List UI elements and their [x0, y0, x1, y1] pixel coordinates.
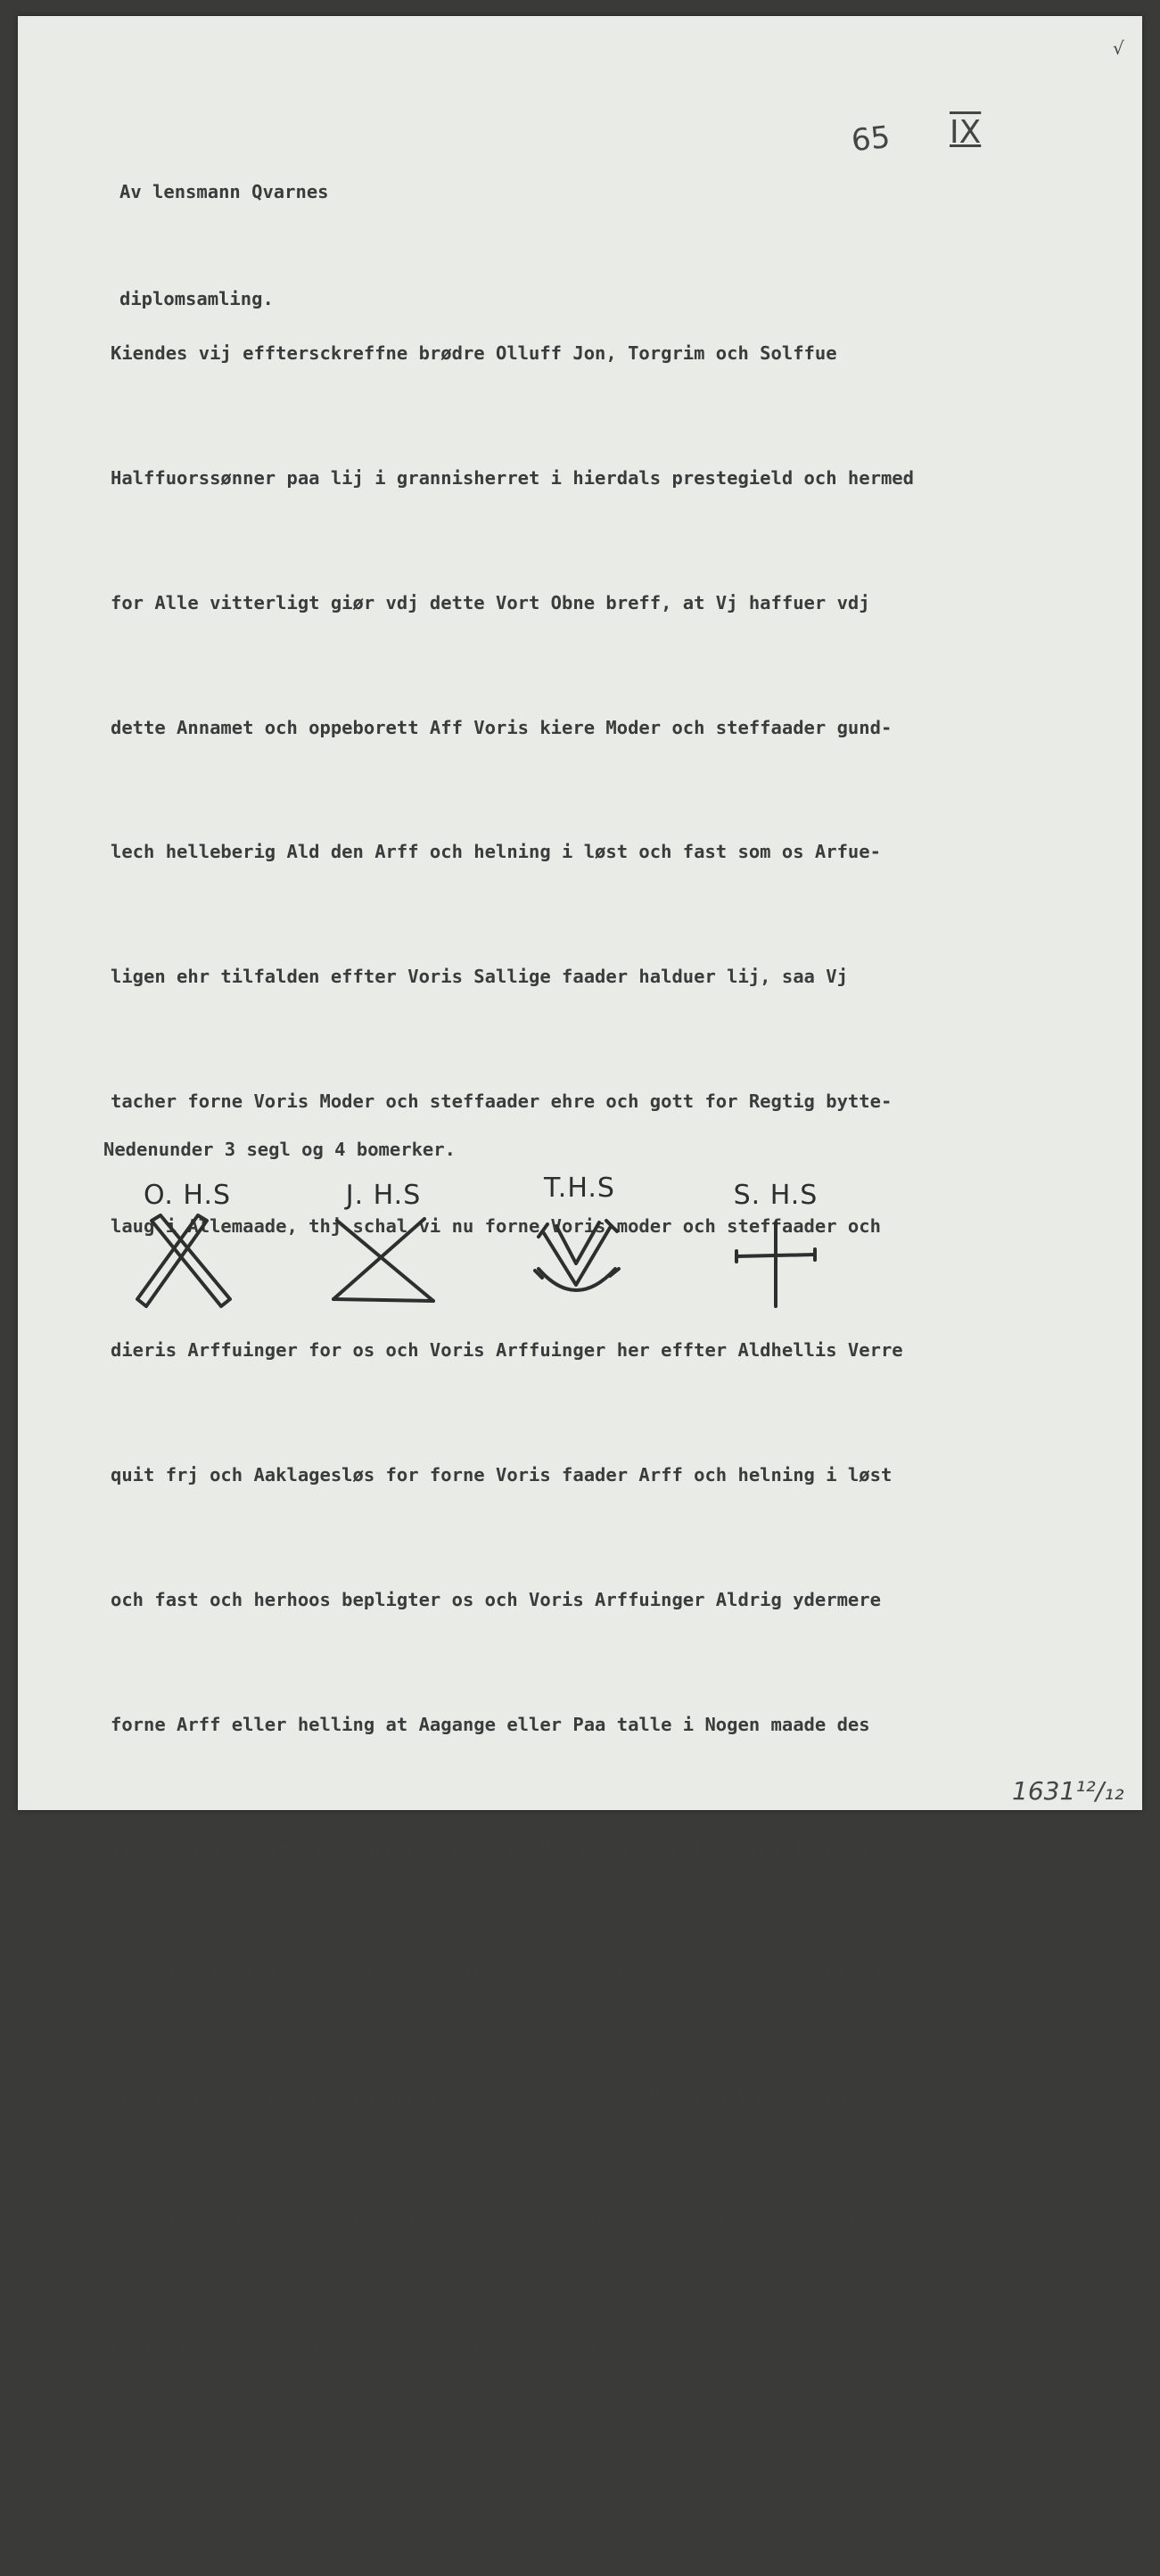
house-mark-ths [517, 1173, 642, 1312]
body-line: Voris forligelse, Actum Nes Steffnestue denn 12 desember Anno 1631. [111, 2461, 848, 2483]
reference-roman-numeral: IX [950, 114, 982, 151]
body-line: tacher forne Voris Moder och steffaader ehre och gott for Regtig bytte- [111, 1090, 893, 1112]
body-line: schreffuet staar das haffr Vj alle Voris Sedvanlige bomerker her neden [111, 1963, 881, 1985]
chevron-arcs-mark-icon [517, 1206, 642, 1312]
house-mark-label: S. H.S [733, 1180, 819, 1211]
body-line: lech helleberig Ald den Arff och helning i løst och fast som os Arfue- [111, 841, 881, 863]
triangle-cross-mark-icon [321, 1214, 446, 1312]
heading-line: Av lensmann Qvarnes [119, 181, 329, 202]
body-line: Halffuorssønner paa lij i grannisherret i hierdals prestegield och hermed [111, 466, 914, 489]
body-line: vnder ladet Antegne, och venligen ombedet Bertel Madtzen Voris landt- [111, 2087, 870, 2110]
body-line: for Alle vitterligt giør vdj dette Vort Obne breff, at Vj haffuer vdj [111, 591, 870, 613]
document-body [111, 250, 914, 2576]
seals-note: Nedenunder 3 segl og 4 bomerker. [103, 1139, 456, 1160]
body-line: dette Annamet och oppeborett Aff Voris kiere Moder och steffaader gund- [111, 716, 893, 738]
document-page [18, 16, 1142, 2483]
body-line: dieris Arffuinger for os och Voris Arffuinger her effter Aldhellis Verre [111, 1339, 903, 1362]
house-mark-label: T.H.S [544, 1173, 615, 1204]
body-line: quit frj och Aaklagesløs for forne Voris faader Arff och helning i løst [111, 1464, 893, 1486]
house-mark-label: J. H.S [345, 1180, 422, 1211]
house-mark-shs [713, 1180, 838, 1312]
heading-line: diplomsamling. [119, 288, 274, 309]
house-mark-ohs [125, 1180, 250, 1312]
body-line: ligen ehr tilfalden effter Voris Sallige faader halduer lij, saa Vj [111, 966, 848, 988]
body-line: breff for os til Vitterlighed at besegle som hoos var och hørde denne [111, 2336, 870, 2358]
body-line: schriffuer Jon Ness och Petter Brocke laugrettzmend dette Voris Vdgiffne [111, 2211, 903, 2234]
body-line: och fast och herhoos bepligter os och Voris Arffuinger Aldrig ydermere [111, 1589, 881, 1610]
reference-number: 65 [850, 119, 893, 160]
checkmark-annotation: √ [1113, 37, 1124, 59]
crossed-strokes-mark-icon [125, 1214, 250, 1312]
body-line: til vindsbyrd At Saa i Sandhed ehr och Vrøgeligen hollis schall som for- [111, 1838, 903, 1860]
house-mark-jhs [321, 1180, 446, 1312]
house-mark-label: O. H.S [143, 1180, 232, 1211]
body-line: Kiendes vij efftersckreffne brødre Olluff Jon, Torgrim och Solffue [111, 342, 837, 365]
archive-folio-number: 1631¹²/₁₂ [1012, 1776, 1124, 1806]
body-line: forne Arff eller helling at Aagange eller Paa talle i Nogen maade des [111, 1713, 870, 1735]
cross-mark-icon [713, 1214, 838, 1312]
body-line: laug i Allemaade, thj schal vi nu forne Voris moder och steffaader och [111, 1214, 881, 1237]
